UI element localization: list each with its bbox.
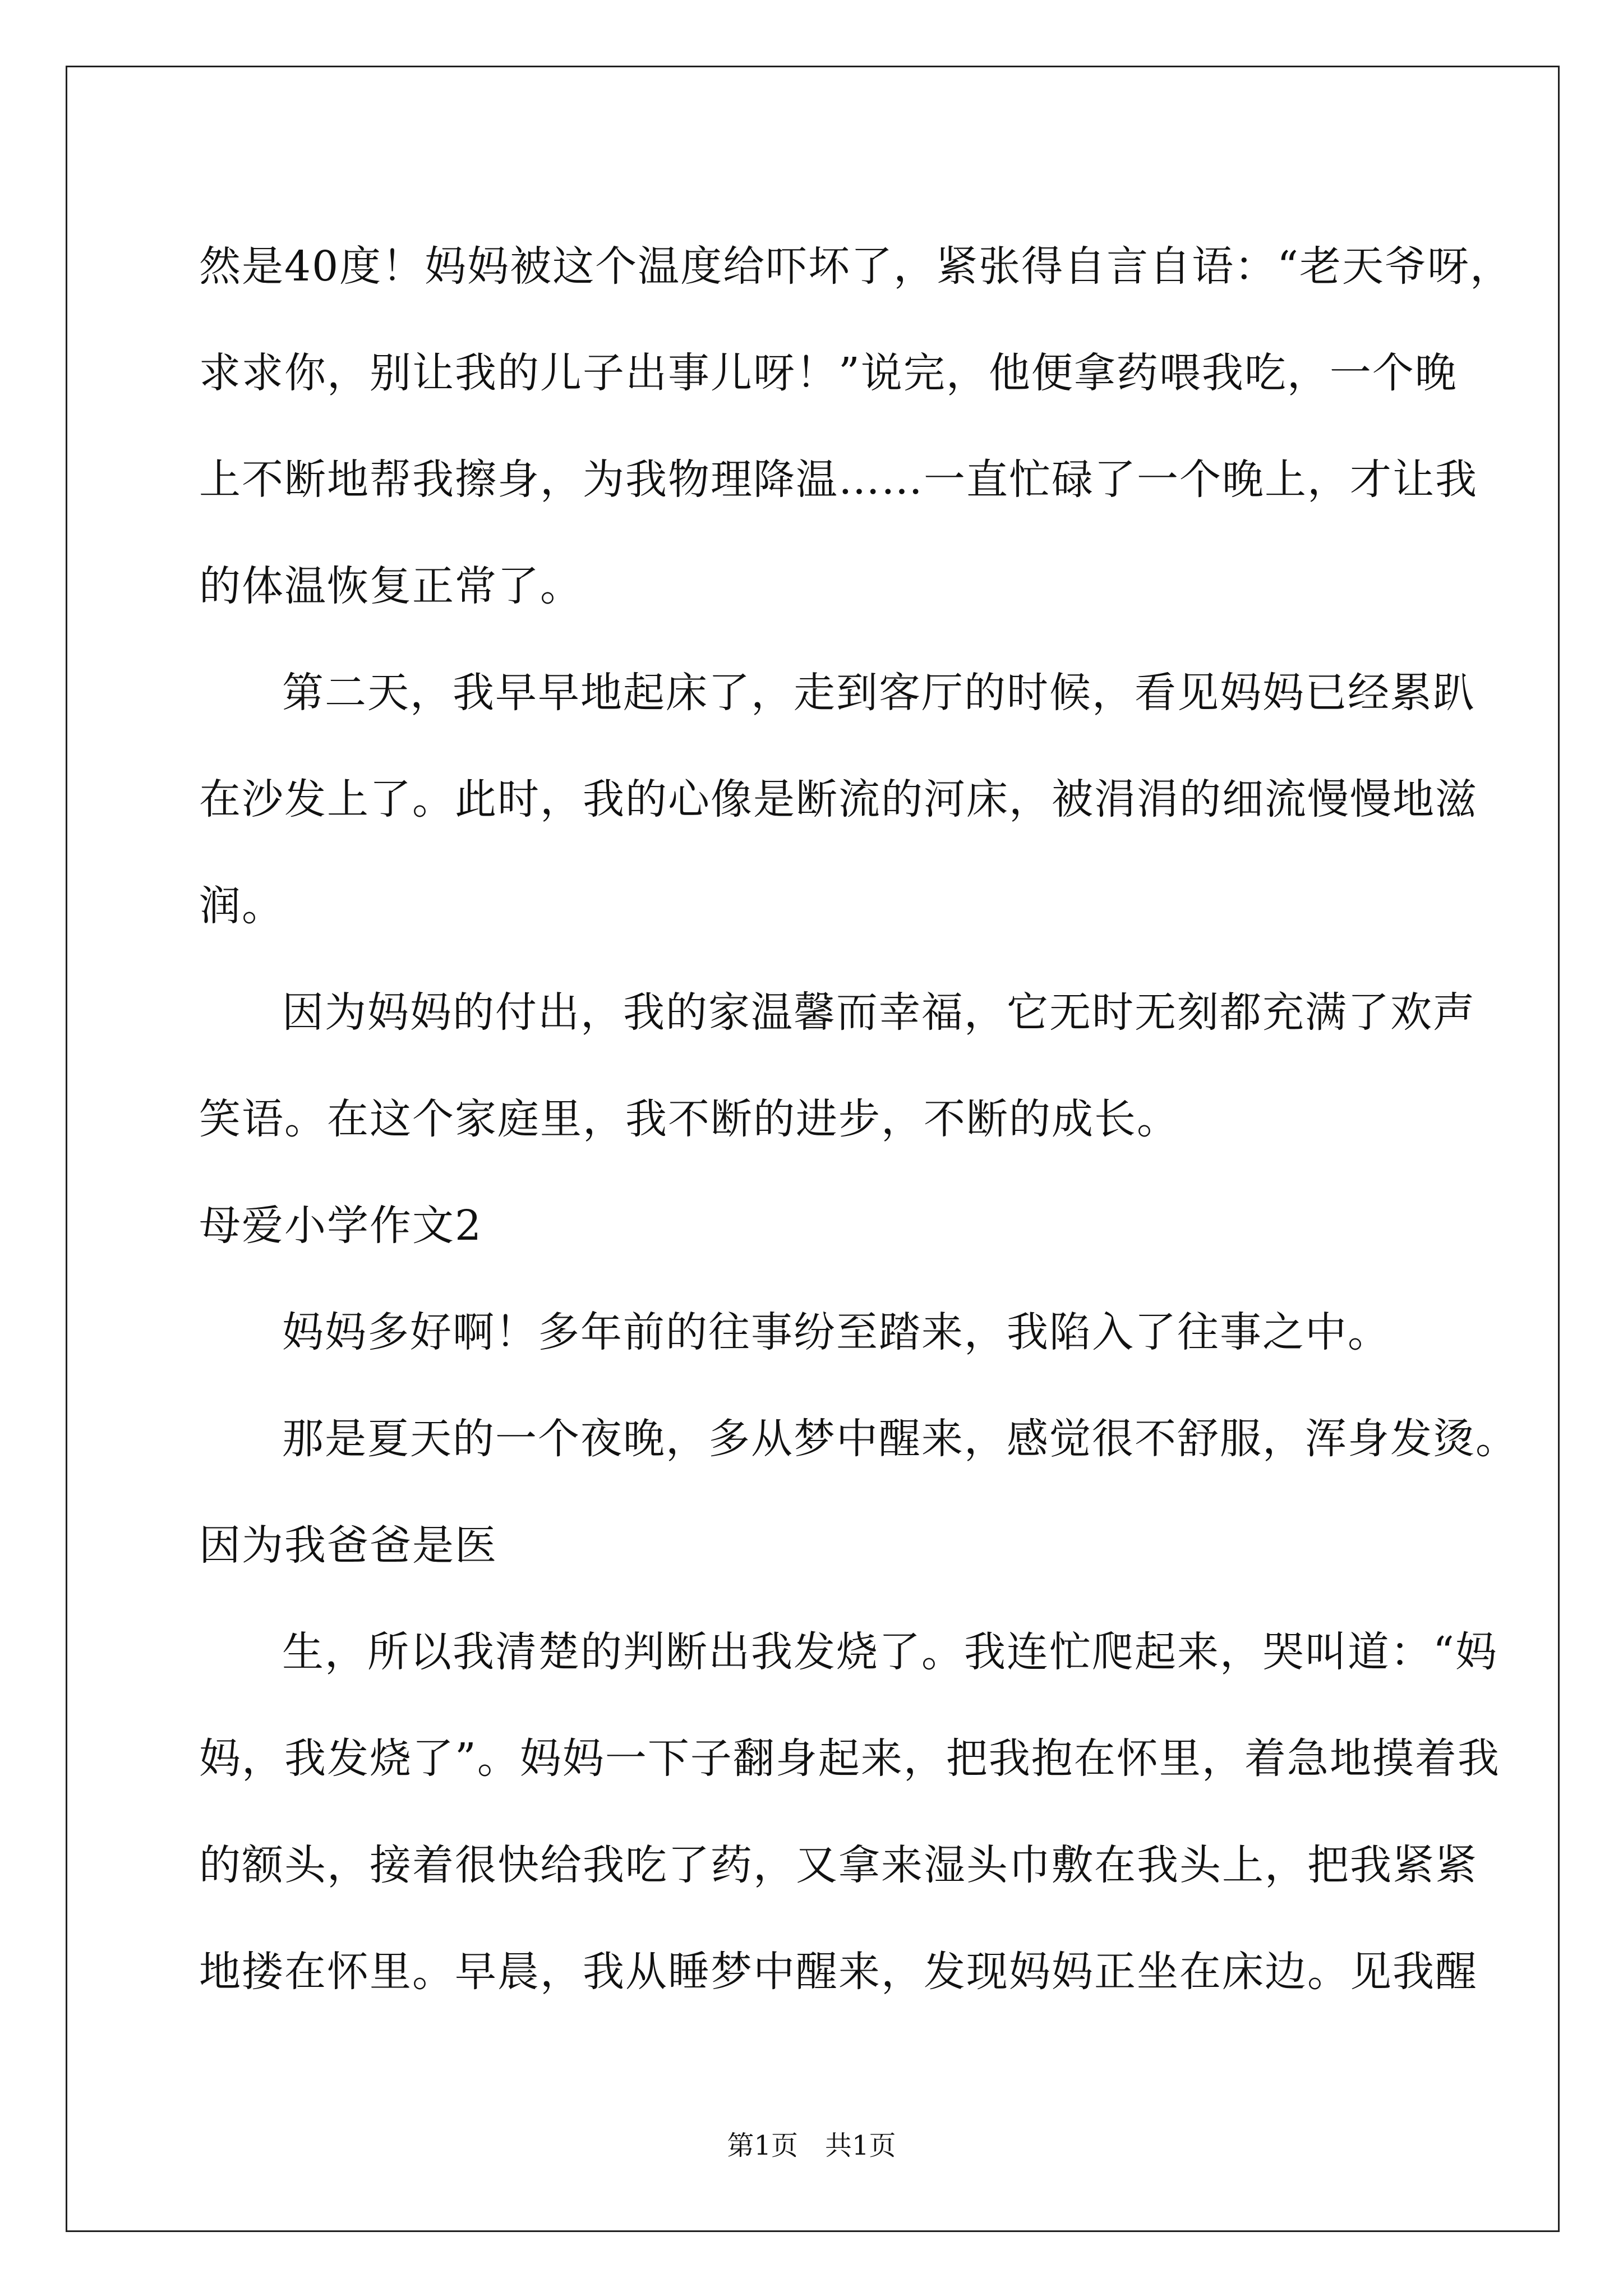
text-line-5: 第二天，我早早地起床了，走到客厅的时候，看见妈妈已经累趴 — [282, 669, 1476, 717]
text-line-12: 那是夏天的一个夜晚，多从梦中醒来，感觉很不舒服，浑身发烫。 — [282, 1415, 1518, 1463]
text-line-6: 在沙发上了。此时，我的心像是断流的河床，被涓涓的细流慢慢地滋 — [199, 775, 1478, 823]
text-line-7: 润。 — [199, 882, 284, 930]
text-line-17: 地搂在怀里。早晨，我从睡梦中醒来，发现妈妈正坐在床边。见我醒 — [199, 1948, 1478, 1996]
text-line-15: 妈，我发烧了”。妈妈一下子翻身起来，把我抱在怀里，着急地摸着我 — [199, 1734, 1500, 1783]
text-line-8: 因为妈妈的付出，我的家温馨而幸福，它无时无刻都充满了欢声 — [282, 988, 1476, 1037]
text-line-4: 的体温恢复正常了。 — [199, 562, 583, 610]
text-line-13: 因为我爸爸是医 — [199, 1521, 497, 1570]
text-line-9: 笑语。在这个家庭里，我不断的进步，不断的成长。 — [199, 1095, 1179, 1143]
text-line-11: 妈妈多好啊！多年前的往事纷至踏来，我陷入了往事之中。 — [282, 1308, 1390, 1356]
text-line-14: 生，所以我清楚的判断出我发烧了。我连忙爬起来，哭叫道：“妈 — [282, 1628, 1498, 1676]
text-line-1: 然是40度！妈妈被这个温度给吓坏了，紧张得自言自语：“老天爷呀， — [199, 242, 1513, 291]
text-line-2: 求求你，别让我的儿子出事儿呀！”说完，他便拿药喂我吃，一个晚 — [199, 349, 1458, 397]
page-footer: 第1页 共1页 — [727, 2130, 896, 2161]
document-body — [199, 213, 1518, 2025]
text-line-16: 的额头，接着很快给我吃了药，又拿来湿头巾敷在我头上，把我紧紧 — [199, 1841, 1478, 1889]
text-line-3: 上不断地帮我擦身，为我物理降温……一直忙碌了一个晚上，才让我 — [199, 455, 1478, 504]
section-heading: 母爱小学作文2 — [199, 1202, 483, 1250]
